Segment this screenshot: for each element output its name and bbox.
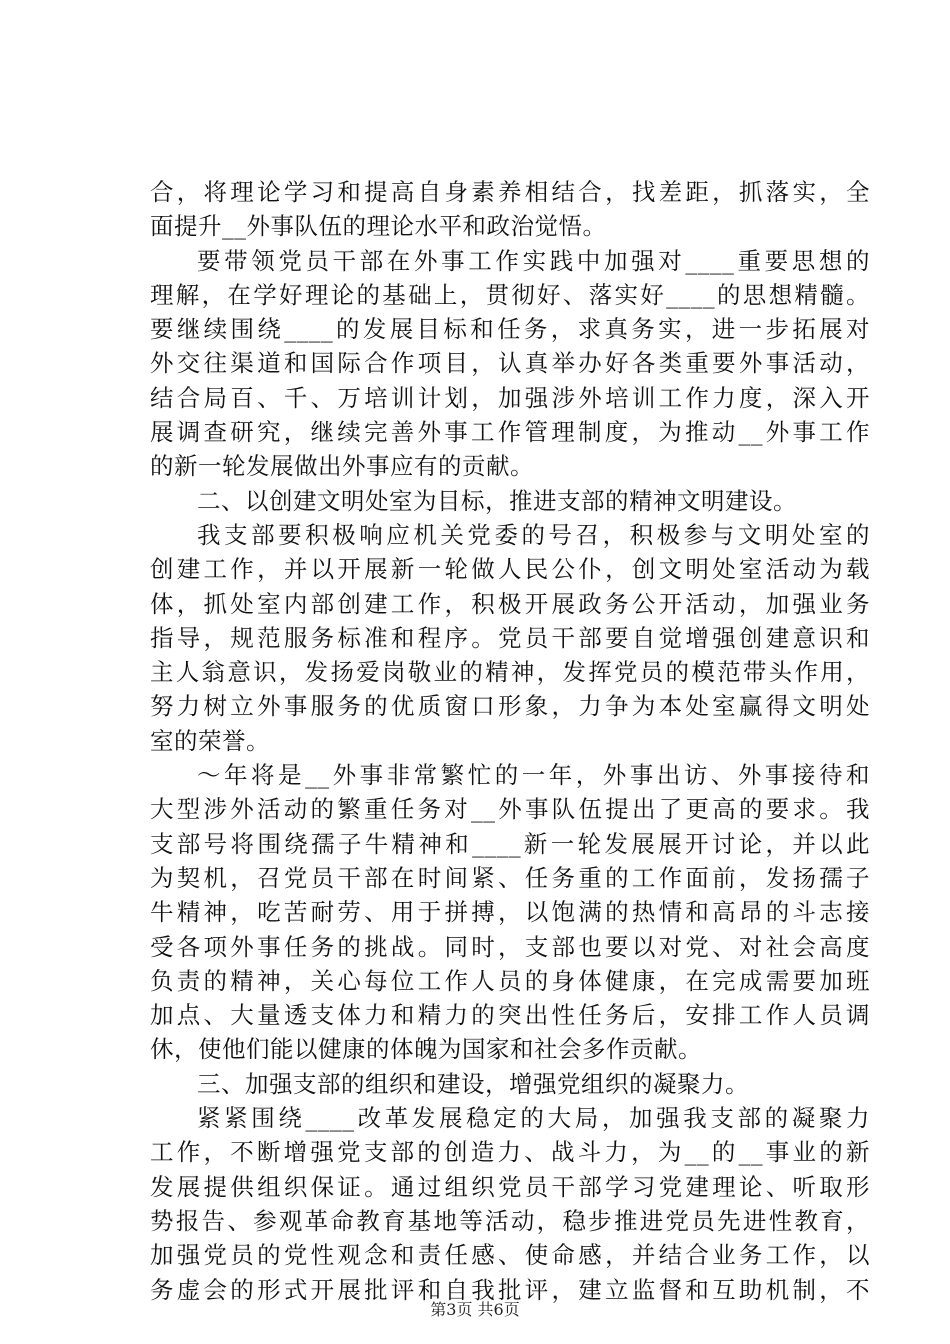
text-line: 受各项外事任务的挑战。同时，支部也要以对党、对社会高度 xyxy=(150,932,870,961)
text-line: 的新一轮发展做出外事应有的贡献。 xyxy=(150,452,534,481)
text-line: 努力树立外事服务的优质窗口形象，力争为本处室赢得文明处 xyxy=(150,692,870,721)
text-line: 大型涉外活动的繁重任务对__外事队伍提出了更高的要求。我 xyxy=(150,795,870,824)
text-line: 面提升__外事队伍的理论水平和政治觉悟。 xyxy=(150,212,607,241)
text-line: 创建工作，并以开展新一轮做人民公仆，创文明处室活动为载 xyxy=(150,555,870,584)
text-line: ～年将是__外事非常繁忙的一年，外事出访、外事接待和 xyxy=(197,761,870,790)
text-line: 结合局百、千、万培训计划，加强涉外培训工作力度，深入开 xyxy=(150,383,870,412)
text-line: 我支部要积极响应机关党委的号召，积极参与文明处室的 xyxy=(197,520,870,549)
text-line: 支部号将围绕孺子牛精神和____新一轮发展展开讨论，并以此 xyxy=(150,829,870,858)
text-line: 负责的精神，关心每位工作人员的身体健康，在完成需要加班 xyxy=(150,966,870,995)
text-line: 休，使他们能以健康的体魄为国家和社会多作贡献。 xyxy=(150,1035,702,1064)
text-line: 展调查研究，继续完善外事工作管理制度，为推动__外事工作 xyxy=(150,418,870,447)
text-line: 要继续围绕____的发展目标和任务，求真务实，进一步拓展对 xyxy=(150,315,870,344)
text-line: 加点、大量透支体力和精力的突出性任务后，安排工作人员调 xyxy=(150,1001,870,1030)
text-line: 主人翁意识，发扬爱岗敬业的精神，发挥党员的模范带头作用， xyxy=(150,658,870,687)
text-line: 外交往渠道和国际合作项目，认真举办好各类重要外事活动， xyxy=(150,349,870,378)
text-line: 务虚会的形式开展批评和自我批评，建立监督和互助机制，不 xyxy=(150,1275,870,1304)
text-line: 加强党员的党性观念和责任感、使命感，并结合业务工作，以 xyxy=(150,1241,870,1270)
text-line: 势报告、参观革命教育基地等活动，稳步推进党员先进性教育， xyxy=(150,1206,870,1235)
page-footer: 第3页 共6页 xyxy=(430,1300,520,1319)
text-line: 发展提供组织保证。通过组织党员干部学习党建理论、听取形 xyxy=(150,1172,870,1201)
text-line: 要带领党员干部在外事工作实践中加强对____重要思想的 xyxy=(197,246,870,275)
text-line: 工作，不断增强党支部的创造力、战斗力，为__的__事业的新 xyxy=(150,1138,870,1167)
text-line: 为契机，召党员干部在时间紧、任务重的工作面前，发扬孺子 xyxy=(150,863,870,892)
text-line: 指导，规范服务标准和程序。党员干部要自觉增强创建意识和 xyxy=(150,623,870,652)
text-line: 牛精神，吃苦耐劳、用于拼搏，以饱满的热情和高昂的斗志接 xyxy=(150,898,870,927)
text-line: 二、以创建文明处室为目标，推进支部的精神文明建设。 xyxy=(197,486,797,515)
text-line: 体，抓处室内部创建工作，积极开展政务公开活动，加强业务 xyxy=(150,589,870,618)
text-line: 三、加强支部的组织和建设，增强党组织的凝聚力。 xyxy=(197,1069,749,1098)
document-body xyxy=(150,175,870,1307)
text-line: 紧紧围绕____改革发展稳定的大局，加强我支部的凝聚力 xyxy=(197,1104,870,1133)
text-line: 合，将理论学习和提高自身素养相结合，找差距，抓落实，全 xyxy=(150,178,870,206)
text-line: 理解，在学好理论的基础上，贯彻好、落实好____的思想精髓。 xyxy=(150,280,870,309)
text-line: 室的荣誉。 xyxy=(150,726,270,755)
